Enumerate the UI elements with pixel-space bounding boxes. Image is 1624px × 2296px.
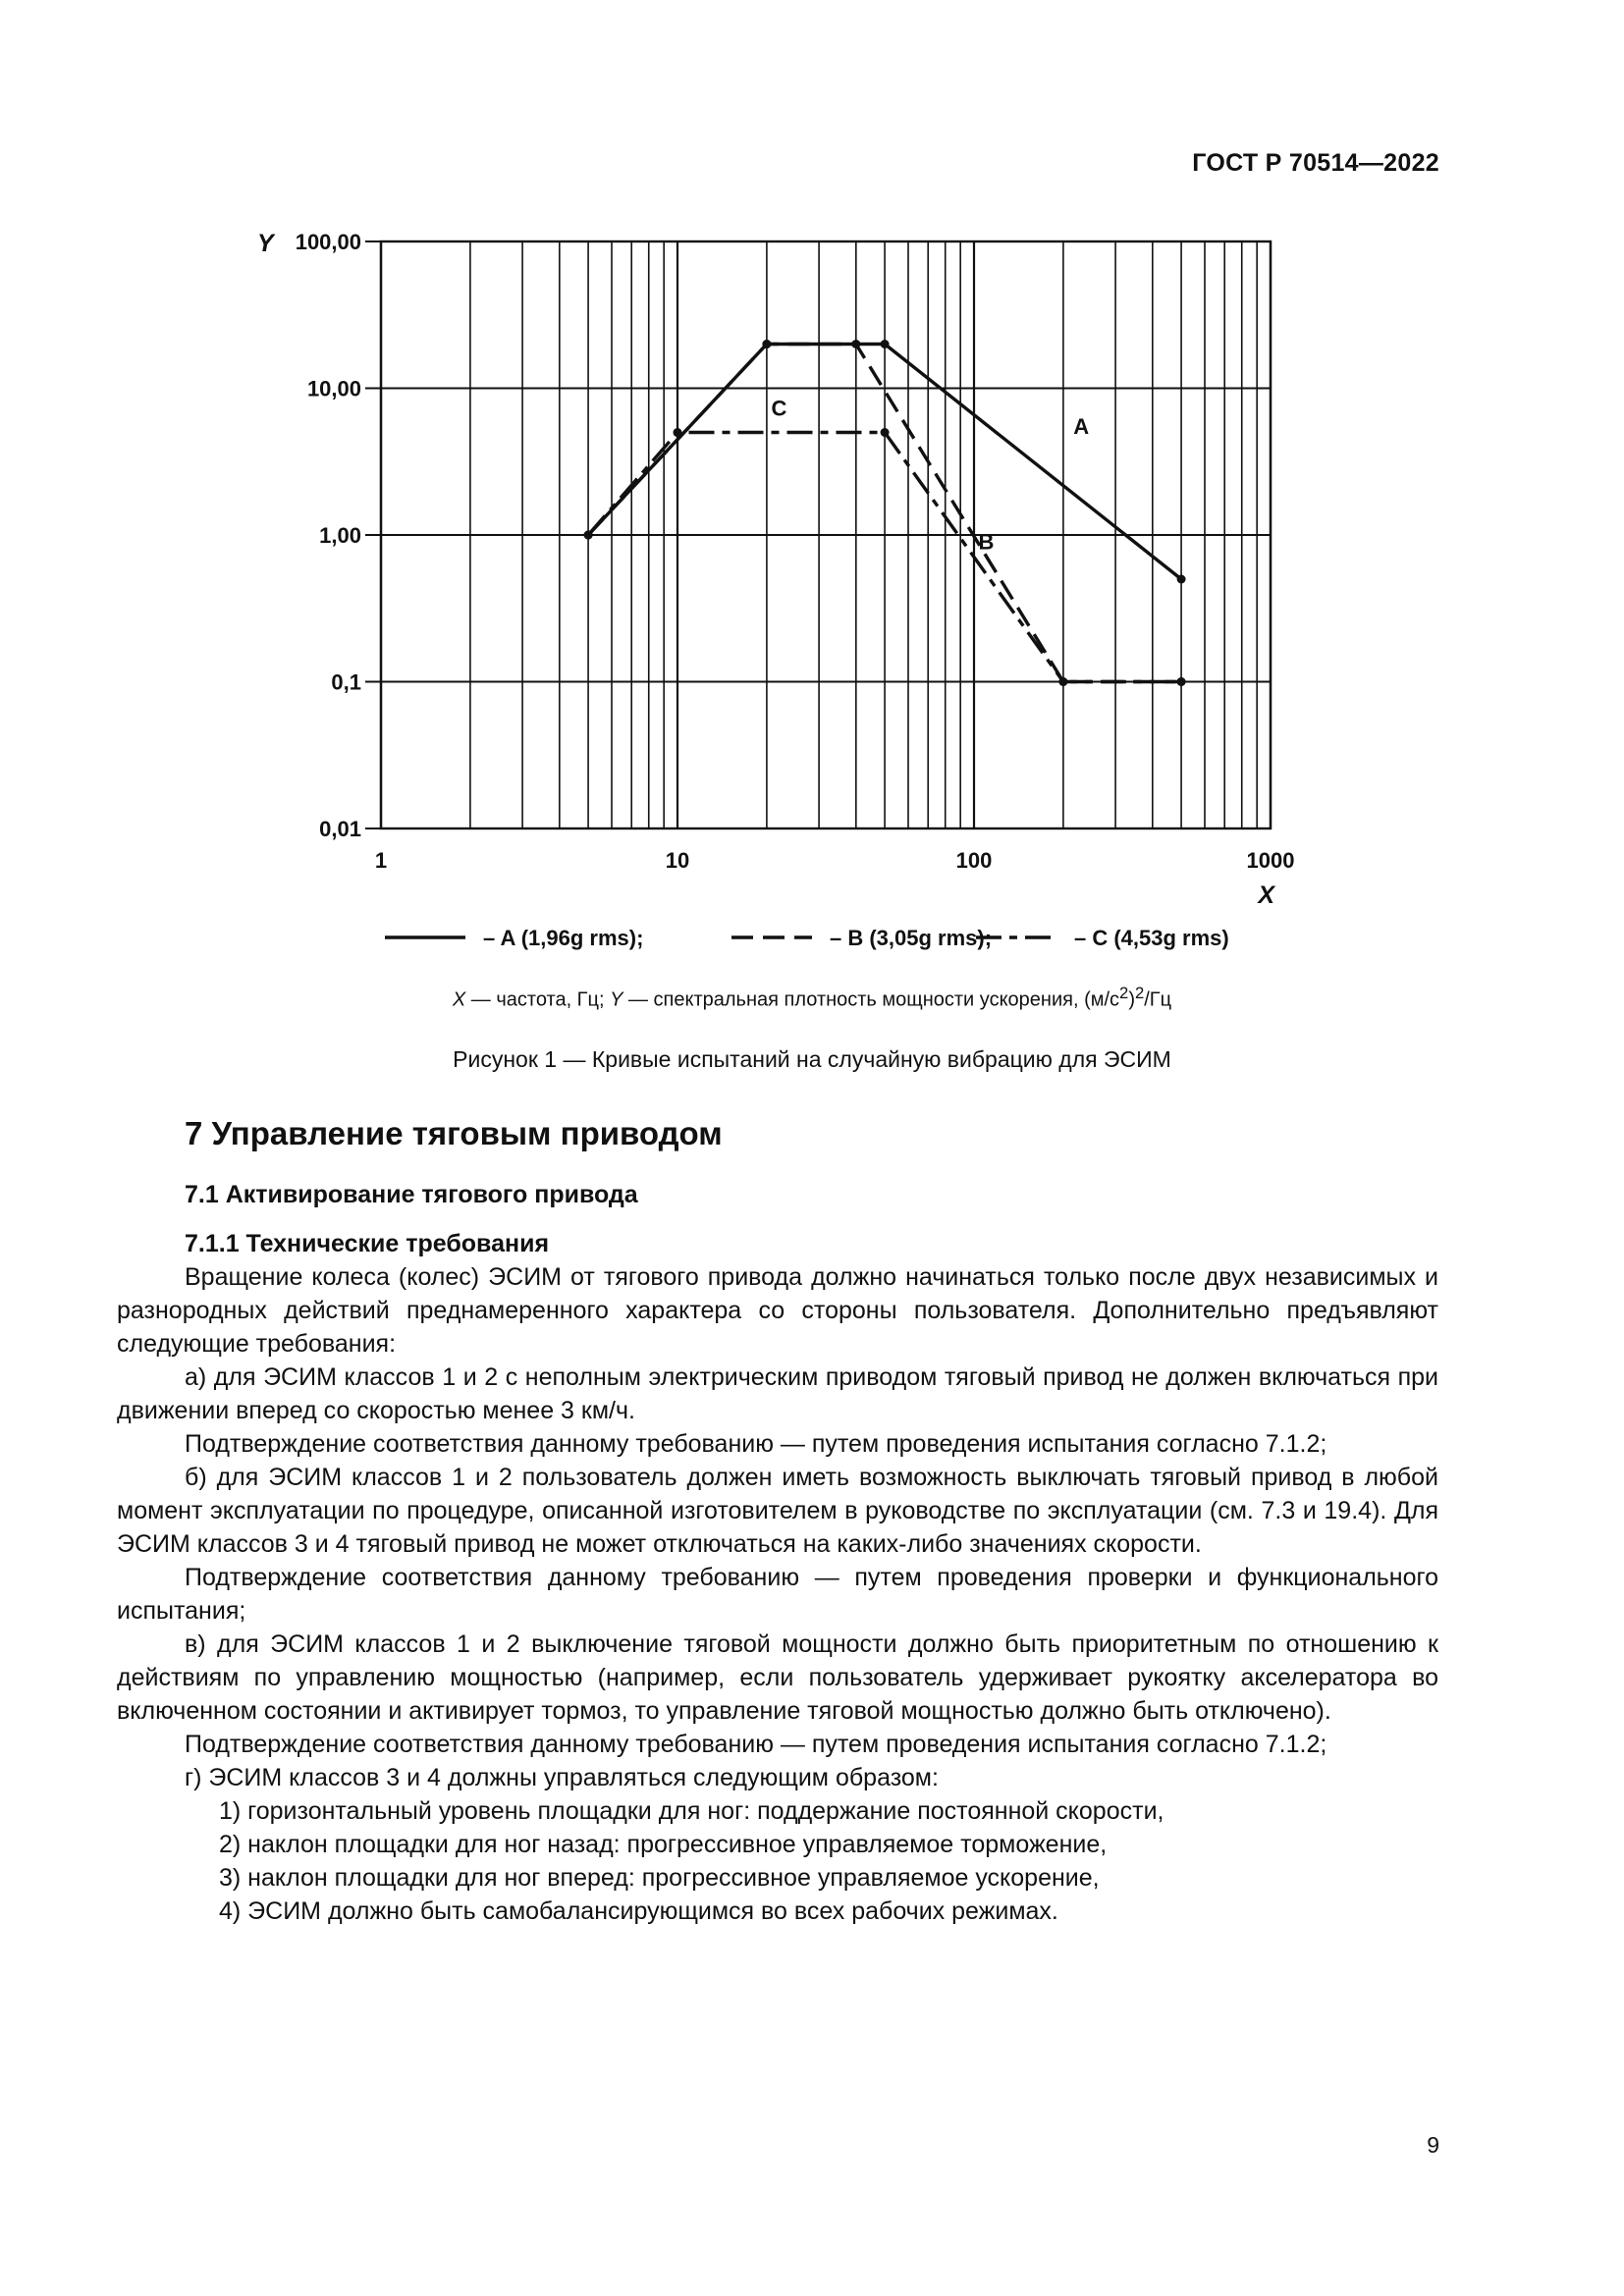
- paragraph: а) для ЭСИМ классов 1 и 2 с неполным электрическим приводом тяговый привод не должен включаться при движении вперед со скоростью менее 3 км/ч.: [117, 1363, 1438, 1424]
- figure-caption: Рисунок 1 — Кривые испытаний на случайную вибрацию для ЭСИМ: [453, 1046, 1171, 1072]
- legend-label-b: – B (3,05g rms);: [830, 926, 993, 950]
- y-tick-label: 1,00: [319, 523, 361, 548]
- x-tick-label: 1: [374, 848, 388, 873]
- y-tick-label: 10,00: [306, 376, 361, 401]
- section-title: 7 Управление тяговым приводом: [185, 1115, 723, 1151]
- list-item: 2) наклон площадки для ног назад: прогрессивное управляемое торможение,: [219, 1831, 1108, 1858]
- chart-grid: [381, 241, 1271, 828]
- section-body: [117, 1227, 1438, 1928]
- axis-note-tail: ): [1128, 988, 1135, 1011]
- x-tick-label: 100: [955, 848, 993, 873]
- chart-legend: [385, 926, 1229, 950]
- data-point-b: [762, 340, 771, 348]
- data-point-c: [881, 428, 890, 437]
- paragraph: г) ЭСИМ классов 3 и 4 должны управляться следующим образом:: [185, 1764, 939, 1791]
- page-number: 9: [1427, 2132, 1439, 2158]
- document-header: ГОСТ Р 70514—2022: [1192, 149, 1439, 177]
- data-point-c: [1177, 677, 1186, 686]
- data-point-c: [674, 428, 682, 437]
- curve-label-c: C: [771, 396, 787, 421]
- data-point-a: [881, 340, 890, 348]
- y-axis-label: Y: [257, 230, 274, 257]
- legend-label-a: – A (1,96g rms);: [483, 926, 644, 950]
- data-point-c: [584, 531, 593, 540]
- axis-note-x-var: X: [452, 988, 466, 1011]
- chart-labels: [257, 230, 1294, 909]
- y-tick-label: 0,1: [331, 669, 361, 695]
- axis-note-unit: /Гц: [1144, 988, 1172, 1011]
- paragraph: Подтверждение соответствия данному требованию — путем проведения испытания согласно 7.1.2;: [185, 1731, 1327, 1758]
- axis-note-sup: 2: [1119, 984, 1129, 1002]
- paragraph: Подтверждение соответствия данному требованию — путем проведения проверки и функционального испытания;: [117, 1564, 1438, 1625]
- axis-note-y-var: Y: [610, 988, 623, 1011]
- list-item: 3) наклон площадки для ног вперед: прогрессивное управляемое ускорение,: [219, 1864, 1100, 1892]
- paragraph: б) для ЭСИМ классов 1 и 2 пользователь должен иметь возможность выключать тяговый привод в любой момент эксплуатации по процедуре, описанной изготовителем в руководстве по эксплуатации (см. 7.3 и 19.4). Для ЭСИМ классов 3 и 4 тяговый привод не может отключаться на каких-либо значениях скорости.: [117, 1464, 1438, 1558]
- axis-note: [0, 984, 1624, 1012]
- axis-note-sup2: 2: [1134, 984, 1145, 1002]
- curve-label-a: A: [1073, 413, 1090, 439]
- x-tick-label: 10: [665, 848, 690, 873]
- x-axis-label: X: [1258, 881, 1274, 909]
- curve-label-b: B: [978, 529, 995, 555]
- axis-note-x-text: — частота, Гц;: [465, 988, 611, 1011]
- vibration-chart: [0, 0, 1624, 982]
- data-point-c: [1058, 677, 1067, 686]
- y-tick-label: 0,01: [319, 817, 361, 841]
- list-item: 4) ЭСИМ должно быть самобалансирующимся во всех рабочих режимах.: [219, 1897, 1058, 1925]
- axis-note-y-text: — спектральная плотность мощности ускорения, (м/с: [623, 988, 1120, 1011]
- y-tick-label: 100,00: [295, 230, 361, 254]
- paragraph: Подтверждение соответствия данному требованию — путем проведения испытания согласно 7.1.2;: [185, 1430, 1327, 1458]
- subsubsection-title: 7.1.1 Технические требования: [185, 1230, 550, 1257]
- data-point-a: [1177, 575, 1186, 584]
- paragraph: Вращение колеса (колес) ЭСИМ от тягового привода должно начинаться только после двух независимых и разнородных действий преднамеренного характера со стороны пользователя. Дополнительно предъявляют следующие требования:: [117, 1263, 1438, 1358]
- paragraph: в) для ЭСИМ классов 1 и 2 выключение тяговой мощности должно быть приоритетным по отношению к действиям по управлению мощностью (например, если пользователь удерживает рукоятку акселератора во включенном состоянии и активирует тормоз, то управление тяговой мощностью должно быть отключено).: [117, 1630, 1438, 1725]
- x-tick-label: 1000: [1246, 848, 1295, 873]
- subsection-title: 7.1 Активирование тягового привода: [185, 1181, 638, 1208]
- legend-label-c: – C (4,53g rms): [1074, 926, 1229, 950]
- list-item: 1) горизонтальный уровень площадки для ног: поддержание постоянной скорости,: [219, 1797, 1164, 1825]
- data-point-b: [851, 340, 860, 348]
